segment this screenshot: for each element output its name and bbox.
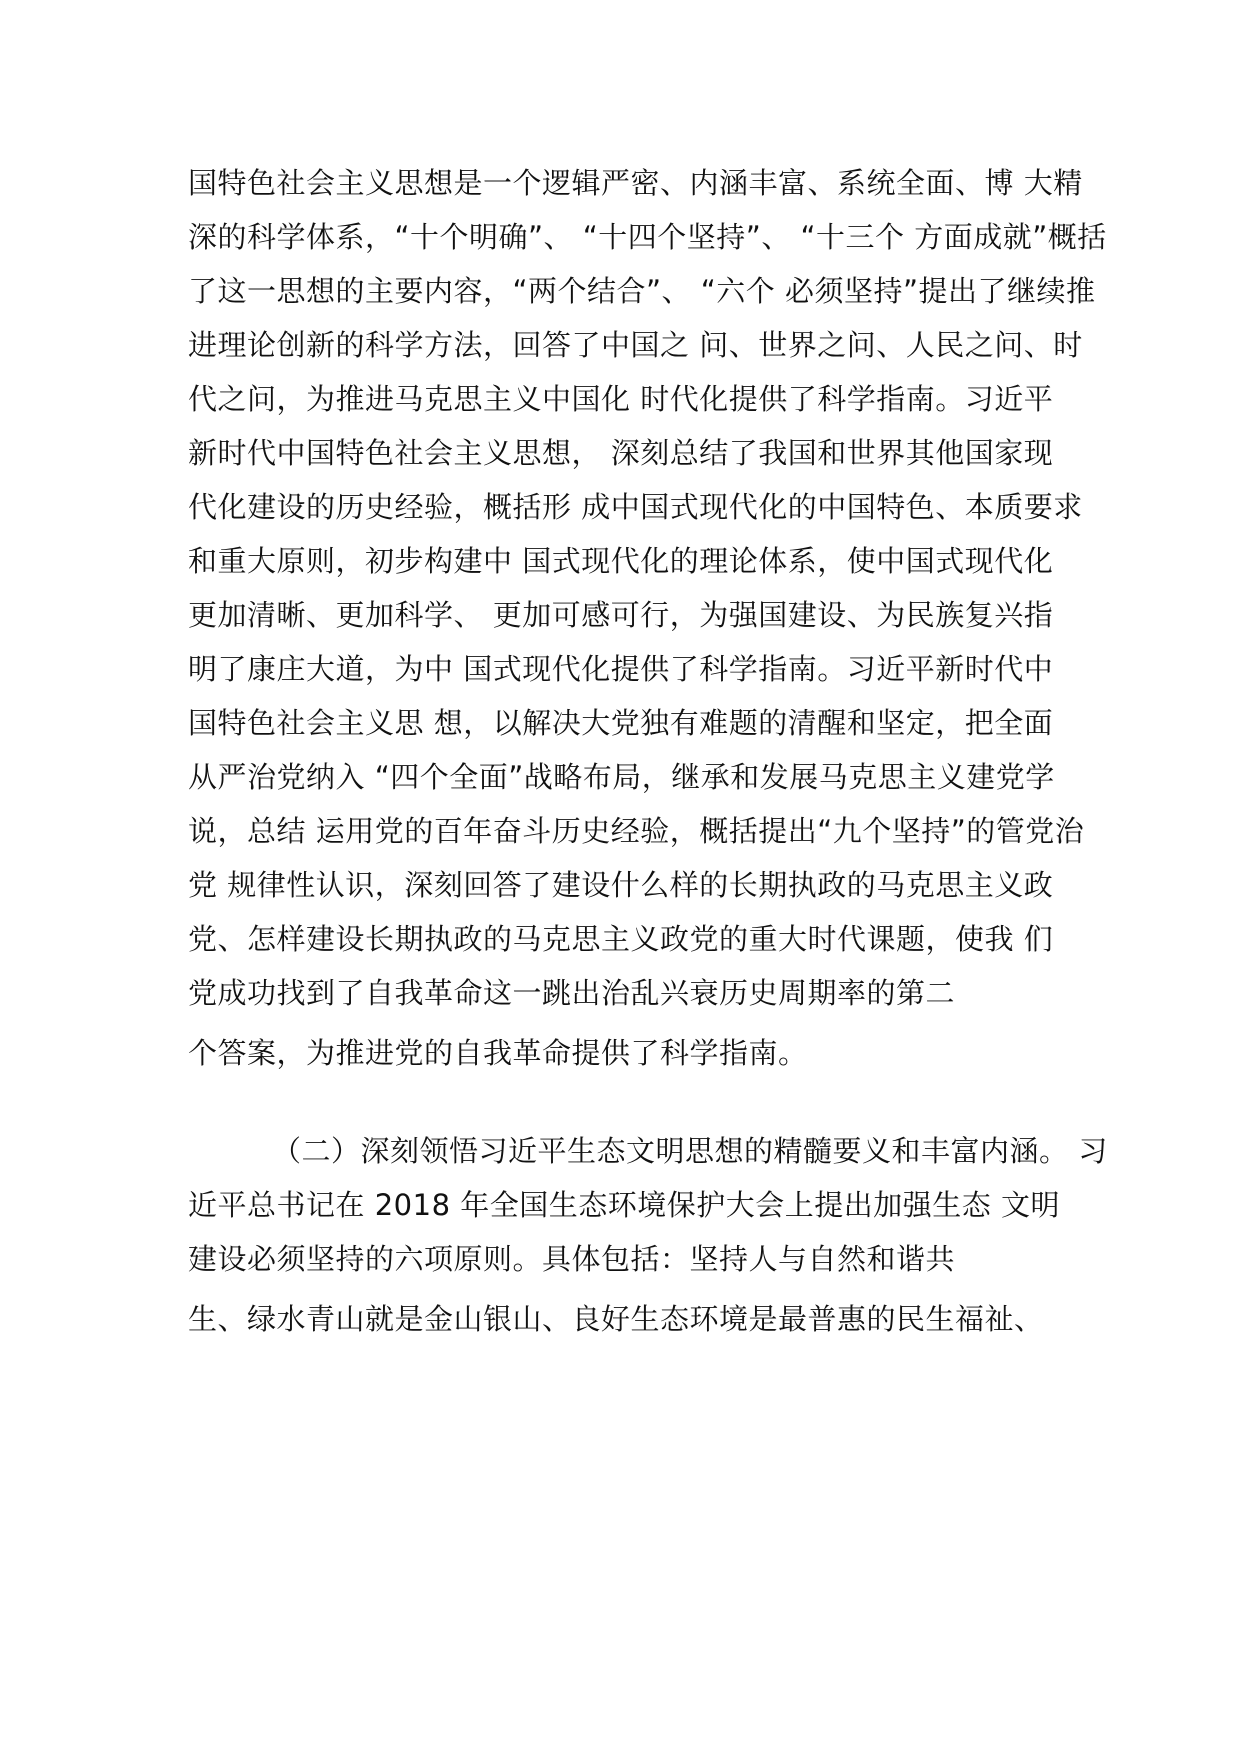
text-line: 党 规律性认识，深刻回答了建设什么样的长期执政的马克思主义政 — [188, 868, 1054, 902]
text-line: 深的科学体系，“十个明确”、 “十四个坚持”、 “十三个 方面成就”概括 — [188, 220, 1107, 254]
text-line: 从严治党纳入 “四个全面”战略布局，继承和发展马克思主义建党学 — [188, 760, 1055, 794]
text-line: 新时代中国特色社会主义思想， 深刻总结了我国和世界其他国家现 — [188, 436, 1054, 470]
paragraph-body — [188, 156, 1107, 1020]
text-line: 国特色社会主义思想是一个逻辑严密、内涵丰富、系统全面、博 大精 — [188, 166, 1083, 200]
text-line: 了这一思想的主要内容，“两个结合”、 “六个 必须坚持”提出了继续推 — [188, 274, 1096, 308]
text-line: 生、绿水青山就是金山银山、良好生态环境是最普惠的民生福祉、 — [188, 1302, 1044, 1336]
text-line: 建设必须坚持的六项原则。具体包括：坚持人与自然和谐共 — [188, 1242, 956, 1276]
section-paragraph — [188, 1124, 1108, 1286]
section-heading-line: （二）深刻领悟习近平生态文明思想的精髓要义和丰富内涵。 习 — [272, 1134, 1108, 1168]
text-line: 进理论创新的科学方法，回答了中国之 问、世界之问、人民之问、时 — [188, 328, 1083, 362]
text-line: 个答案，为推进党的自我革命提供了科学指南。 — [188, 1036, 808, 1070]
text-line: 代化建设的历史经验，概括形 成中国式现代化的中国特色、本质要求 — [188, 490, 1083, 524]
text-line: 国特色社会主义思 想，以解决大党独有难题的清醒和坚定，把全面 — [188, 706, 1054, 740]
text-line: 党成功找到了自我革命这一跳出治乱兴衰历史周期率的第二 — [188, 976, 956, 1010]
text-line: 明了康庄大道，为中 国式现代化提供了科学指南。习近平新时代中 — [188, 652, 1054, 686]
text-line: 说，总结 运用党的百年奋斗历史经验，概括提出“九个坚持”的管党治 — [188, 814, 1085, 848]
text-line: 代之问，为推进马克思主义中国化 时代化提供了科学指南。习近平 — [188, 382, 1054, 416]
text-line: 和重大原则，初步构建中 国式现代化的理论体系，使中国式现代化 — [188, 544, 1054, 578]
text-line: 党、怎样建设长期执政的马克思主义政党的重大时代课题，使我 们 — [188, 922, 1054, 956]
text-line: 近平总书记在 2018 年全国生态环境保护大会上提出加强生态 文明 — [188, 1188, 1060, 1222]
paragraph-body-ending — [188, 1026, 1088, 1080]
section-paragraph-ending — [188, 1292, 1088, 1346]
text-line: 更加清晰、更加科学、 更加可感可行，为强国建设、为民族复兴指 — [188, 598, 1054, 632]
